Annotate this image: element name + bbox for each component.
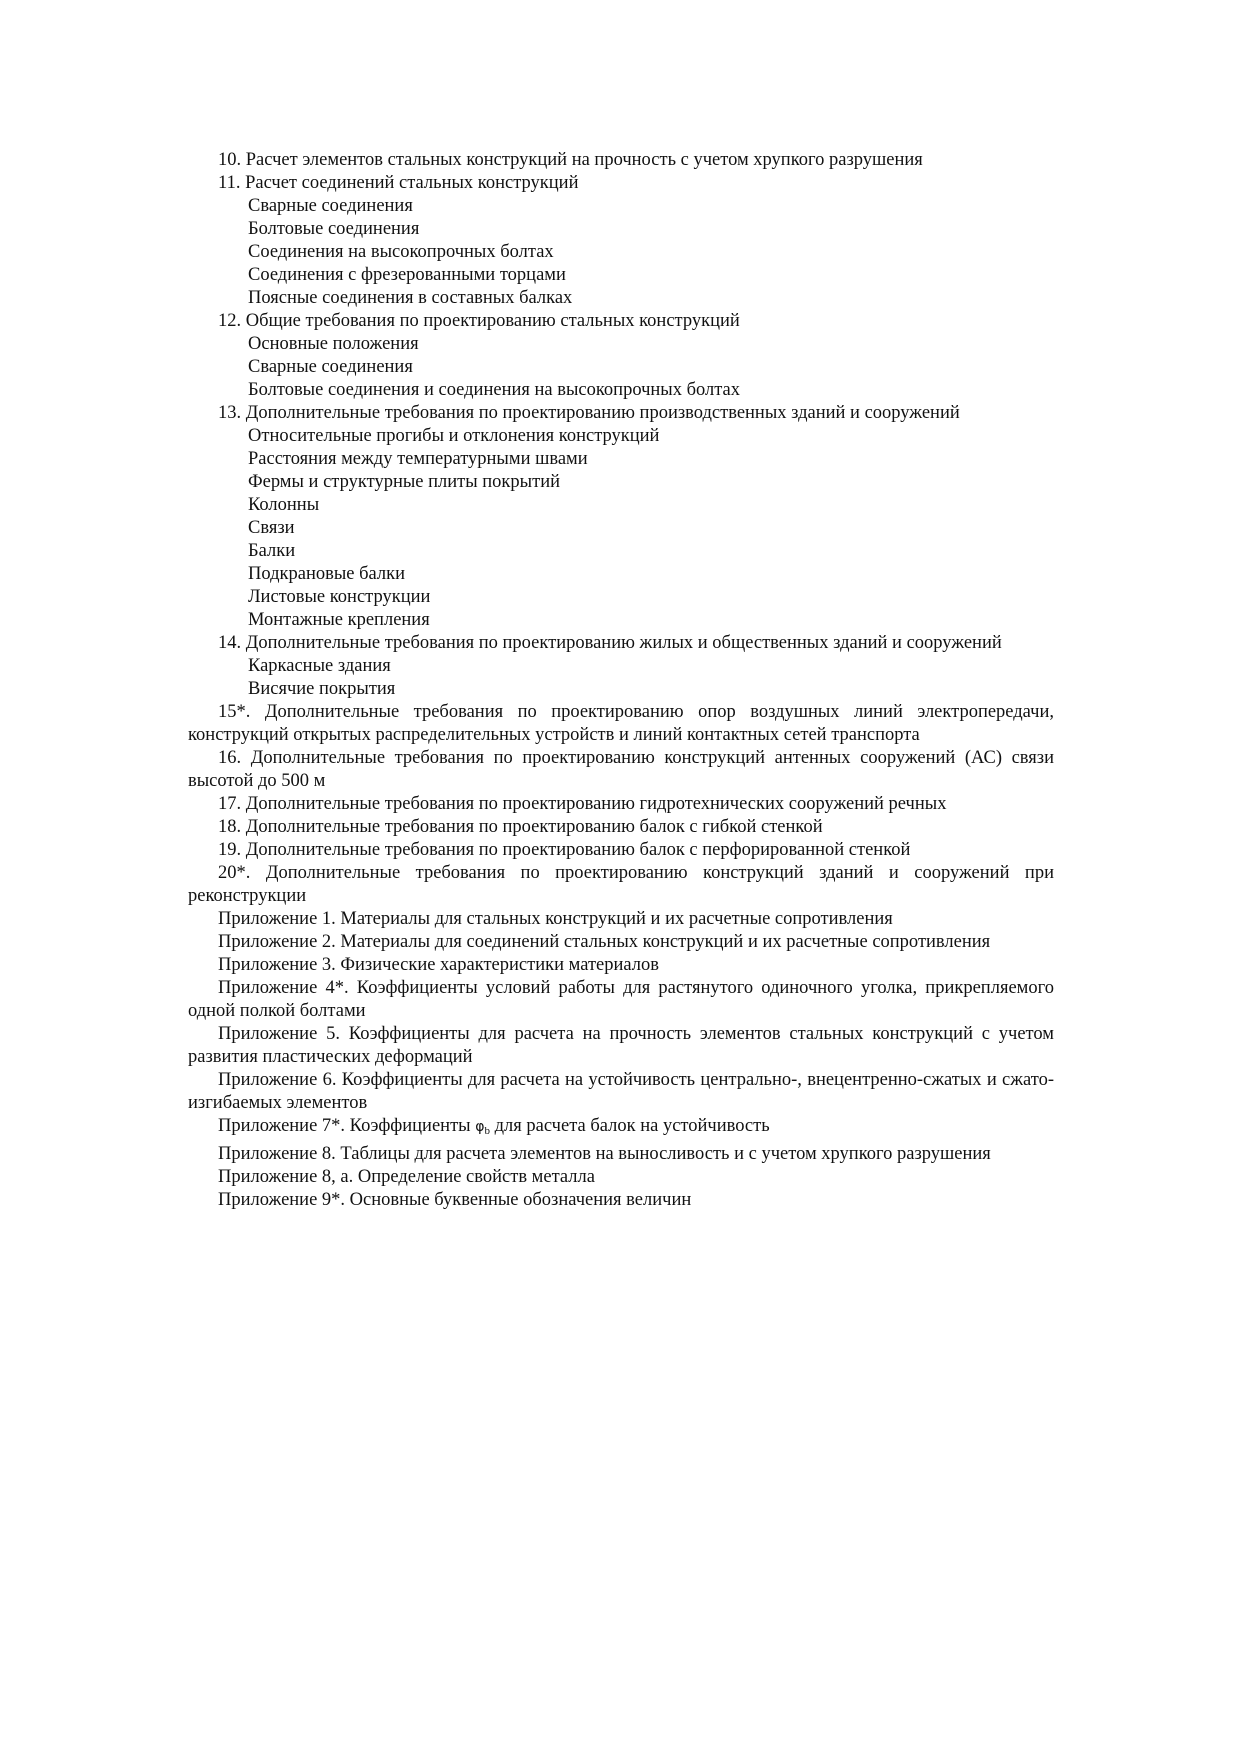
toc-section: Приложение 1. Материалы для стальных конструкций и их расчетные сопротивления	[218, 909, 893, 929]
toc-section: 16. Дополнительные требования по проектированию конструкций антенных сооружений (АС) связи высотой до 500 м	[188, 748, 1054, 791]
toc-subsection: Сварные соединения	[248, 196, 413, 216]
toc-section: 20*. Дополнительные требования по проектированию конструкций зданий и сооружений при реконструкции	[188, 863, 1054, 906]
toc-section: Приложение 2. Материалы для соединений стальных конструкций и их расчетные сопротивления	[218, 932, 991, 952]
toc-subsection: Связи	[248, 518, 295, 538]
toc-subsection: Монтажные крепления	[248, 610, 430, 630]
toc-subsection: Сварные соединения	[248, 357, 413, 377]
toc-section: Приложение 8. Таблицы для расчета элементов на выносливость и с учетом хрупкого разрушения	[218, 1144, 991, 1164]
toc-subsection: Колонны	[248, 495, 320, 515]
toc-subsection: Листовые конструкции	[248, 587, 431, 607]
phi-subscript: b	[484, 1125, 490, 1137]
toc-subsection: Относительные прогибы и отклонения конструкций	[248, 426, 660, 446]
toc-subsection: Каркасные здания	[248, 656, 391, 676]
phi-symbol: φ	[475, 1119, 485, 1135]
toc-section	[188, 1115, 1054, 1143]
toc-section: Приложение 4*. Коэффициенты условий работы для растянутого одиночного уголка, прикрепляемого одной полкой болтами	[188, 978, 1054, 1021]
toc-section: Приложение 8, а. Определение свойств металла	[218, 1167, 595, 1187]
toc-section: 18. Дополнительные требования по проектированию балок с гибкой стенкой	[218, 817, 823, 837]
toc-subsection: Соединения с фрезерованными торцами	[248, 265, 566, 285]
toc-section: Приложение 6. Коэффициенты для расчета на устойчивость центрально-, внецентренно-сжатых и сжато-изгибаемых элементов	[188, 1070, 1054, 1113]
toc-section: Приложение 5. Коэффициенты для расчета на прочность элементов стальных конструкций с учетом развития пластических деформаций	[188, 1024, 1054, 1067]
toc-section: 10. Расчет элементов стальных конструкций на прочность с учетом хрупкого разрушения	[218, 150, 923, 170]
toc-section: 19. Дополнительные требования по проектированию балок с перфорированной стенкой	[218, 840, 911, 860]
toc-section: 14. Дополнительные требования по проектированию жилых и общественных зданий и сооружений	[218, 633, 1002, 653]
toc-text: для расчета балок на устойчивость	[489, 1116, 770, 1136]
toc-section: 17. Дополнительные требования по проектированию гидротехнических сооружений речных	[218, 794, 947, 814]
toc-subsection: Болтовые соединения	[248, 219, 420, 239]
toc-section: 15*. Дополнительные требования по проектированию опор воздушных линий электропередачи, конструкций открытых распределительных устройств и линий контактных сетей транспорта	[188, 702, 1054, 745]
toc-subsection: Поясные соединения в составных балках	[248, 288, 573, 308]
toc-subsection: Балки	[248, 541, 296, 561]
toc-section: Приложение 9*. Основные буквенные обозначения величин	[218, 1190, 692, 1210]
toc-subsection: Расстояния между температурными швами	[248, 449, 588, 469]
toc-subsection: Основные положения	[248, 334, 419, 354]
toc-section: Приложение 3. Физические характеристики материалов	[218, 955, 659, 975]
toc-subsection: Фермы и структурные плиты покрытий	[248, 472, 560, 492]
toc-subsection: Соединения на высокопрочных болтах	[248, 242, 554, 262]
toc-subsection: Висячие покрытия	[248, 679, 396, 699]
toc-section: 13. Дополнительные требования по проектированию производственных зданий и сооружений	[218, 403, 960, 423]
toc-subsection: Подкрановые балки	[248, 564, 405, 584]
toc-section: 11. Расчет соединений стальных конструкций	[218, 173, 579, 193]
table-of-contents	[188, 149, 1054, 1212]
toc-text: Приложение 7*. Коэффициенты	[218, 1116, 476, 1136]
toc-section: 12. Общие требования по проектированию стальных конструкций	[218, 311, 740, 331]
toc-subsection: Болтовые соединения и соединения на высокопрочных болтах	[248, 380, 741, 400]
